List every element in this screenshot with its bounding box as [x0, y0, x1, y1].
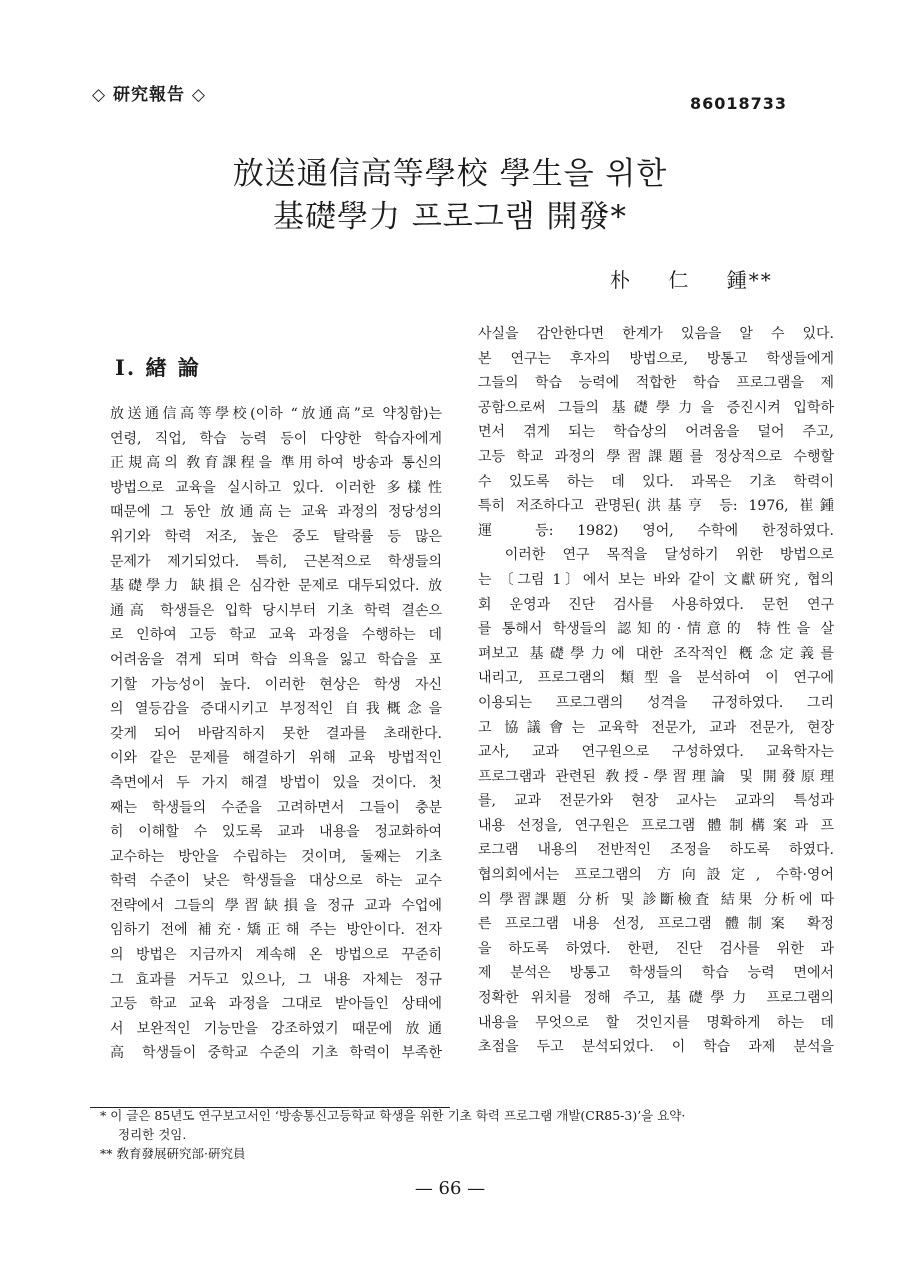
body-line: 내용을 무엇으로 할 것인지를 명확하게 하는 데 [478, 1014, 834, 1031]
body-line: 基礎學力 缺損은 심각한 문제로 대두되었다. 放 [110, 578, 442, 595]
body-line: 이러한 연구 목적을 달성하기 위한 방법으로 [478, 547, 834, 564]
body-line: 학력 수준이 낮은 학생들을 대상으로 하는 교수 [110, 873, 442, 890]
body-line: 로그램 내용의 전반적인 조정을 하도록 하였다. [478, 842, 834, 859]
body-column-right [478, 322, 834, 1060]
body-line: 제 분석은 방통고 학생들의 학습 능력 면에서 [478, 965, 834, 982]
title-line-2: 基礎學力 프로그램 開發* [273, 199, 627, 235]
body-line: 내용 선정을, 연구원은 프로그램 體制構案과 프 [478, 817, 834, 834]
body-line: 고 協議會는 교육학 전문가, 교과 전문가, 현장 [478, 719, 834, 736]
document-id: 86018733 [690, 94, 788, 113]
body-line: 프로그램과 관련된 敎授-學習理論 및 開發原理 [478, 768, 834, 785]
body-line: 측면에서 두 가지 해결 방법이 있을 것이다. 첫 [110, 774, 442, 791]
body-line: 본 연구는 후자의 방법으로, 방통고 학생들에게 [478, 350, 834, 367]
body-line: 공함으로써 그들의 基礎學力을 증진시켜 입학하 [478, 399, 834, 416]
body-line: 기할 가능성이 높다. 이러한 현상은 학생 자신 [110, 676, 442, 693]
body-line: 運 등: 1982) 영어, 수학에 한정하였다. [478, 522, 834, 539]
body-line: 이용되는 프로그램의 성격을 규정하였다. 그리 [478, 694, 834, 711]
body-line: 때문에 그 동안 放通高는 교육 과정의 정당성의 [110, 504, 442, 521]
body-line: 히 이해할 수 있도록 교과 내용을 정교화하여 [110, 824, 442, 841]
body-line: 초점을 두고 분석되었다. 이 학습 과제 분석을 [478, 1039, 834, 1056]
body-line: 의 열등감을 증대시키고 부정적인 自我概念을 [110, 701, 442, 718]
body-line: 이와 같은 문제를 해결하기 위해 교육 방법적인 [110, 750, 442, 767]
section-label: ◇ 研究報告 ◇ [92, 85, 206, 105]
body-line: 정확한 위치를 정해 주고, 基礎學力 프로그램의 [478, 990, 834, 1007]
body-line: 고등 학교 교육 과정을 그대로 받아들인 상태에 [110, 996, 442, 1013]
body-line: 문제가 제기되었다. 특히, 근본적으로 학생들의 [110, 553, 442, 570]
body-line: 교수하는 방안을 수립하는 것이며, 둘째는 기초 [110, 848, 442, 865]
body-line: 그 효과를 거두고 있으나, 그 내용 자체는 정규 [110, 971, 442, 988]
body-line: 협의회에서는 프로그램의 方向設定, 수학·영어 [478, 867, 834, 884]
body-line: 른 프로그램 내용 선정, 프로그램 體制案 확정 [478, 916, 834, 933]
body-line: 교사, 교과 연구원으로 구성하였다. 교육학자는 [478, 744, 834, 761]
body-line: 로 인하여 고등 학교 교육 과정을 수행하는 데 [110, 627, 442, 644]
body-line: 갖게 되어 바람직하지 못한 결과를 초래한다. [110, 725, 442, 742]
section-heading: Ⅰ. 緖 論 [115, 355, 201, 380]
body-line: 특히 저조하다고 관명된(洪基亨 등: 1976, 崔鍾 [478, 498, 834, 515]
body-line: 通高 학생들은 입학 당시부터 기초 학력 결손으 [110, 602, 442, 619]
body-line: 방법으로 교육을 실시하고 있다. 이러한 多樣性 [110, 479, 442, 496]
body-line: 위기와 학력 저조, 높은 중도 탈락률 등 많은 [110, 528, 442, 545]
body-line: 펴보고 基礎學力에 대한 조작적인 槪念定義를 [478, 645, 834, 662]
body-line: 를 통해서 학생들의 認知的·情意的 特性을 살 [478, 621, 834, 638]
page-number: — 66 — [414, 1178, 486, 1199]
body-line: 서 보완적인 기능만을 강조하였기 때문에 放通 [110, 1020, 442, 1037]
body-line: 의 學習課題 分析 및 診斷檢査 結果 分析에 따 [478, 891, 834, 908]
body-line: 째는 학생들의 수준을 고려하면서 그들이 충분 [110, 799, 442, 816]
body-line: 전략에서 그들의 學習缺損을 정규 교과 수업에 [110, 897, 442, 914]
body-line: 를, 교과 전문가와 현장 교사는 교과의 특성과 [478, 793, 834, 810]
body-line: 放送通信高等學校(이하 “放通高”로 약칭함)는 [110, 406, 442, 422]
body-column-left [110, 402, 442, 1066]
body-line: 高 학생들이 중학교 수준의 기초 학력이 부족한 [110, 1045, 442, 1062]
author-name: 朴 仁 鍾** [610, 268, 773, 292]
body-line: 회 운영과 진단 검사를 사용하였다. 문헌 연구 [478, 596, 834, 613]
body-line: 연령, 직업, 학습 능력 등이 다양한 학습자에게 [110, 430, 442, 447]
body-line: 내리고, 프로그램의 類型을 분석하여 이 연구에 [478, 670, 834, 687]
body-line: 어려움을 겪게 되며 학습 의욕을 잃고 학습을 포 [110, 651, 442, 668]
footnote-1: * 이 글은 85년도 연구보고서인 ‘방송통신고등학교 학생을 위한 기초 학력 프로그램 개발(CR85-3)’을 요약· [100, 1108, 686, 1123]
body-line: 을 하도록 하였다. 한편, 진단 검사를 위한 과 [478, 940, 834, 957]
body-line: 그들의 학습 능력에 적합한 학습 프로그램을 제 [478, 375, 834, 392]
footnote-1-continued: 정리한 것임. [118, 1127, 187, 1142]
body-line: 의 방법은 지금까지 계속해 온 방법으로 꾸준히 [110, 947, 442, 964]
title-line-1: 放送通信高等學校 學生을 위한 [232, 156, 668, 192]
body-line: 면서 겪게 되는 학습상의 어려움을 덜어 주고, [478, 424, 834, 441]
footnote-2: ** 敎育發展硏究部·硏究員 [100, 1146, 246, 1161]
body-line: 수 있도록 하는 데 있다. 과목은 기초 학력이 [478, 473, 834, 490]
body-line: 고등 학교 과정의 學習課題를 정상적으로 수행할 [478, 448, 834, 465]
body-line: 사실을 감안한다면 한계가 있음을 알 수 있다. [478, 326, 834, 342]
body-line: 임하기 전에 補充·矯正해 주는 방안이다. 전자 [110, 922, 442, 939]
body-line: 는 〔그림 1〕에서 보는 바와 같이 文獻硏究, 협의 [478, 571, 834, 588]
body-line: 正規高의 敎育課程을 準用하여 방송과 통신의 [110, 455, 442, 472]
